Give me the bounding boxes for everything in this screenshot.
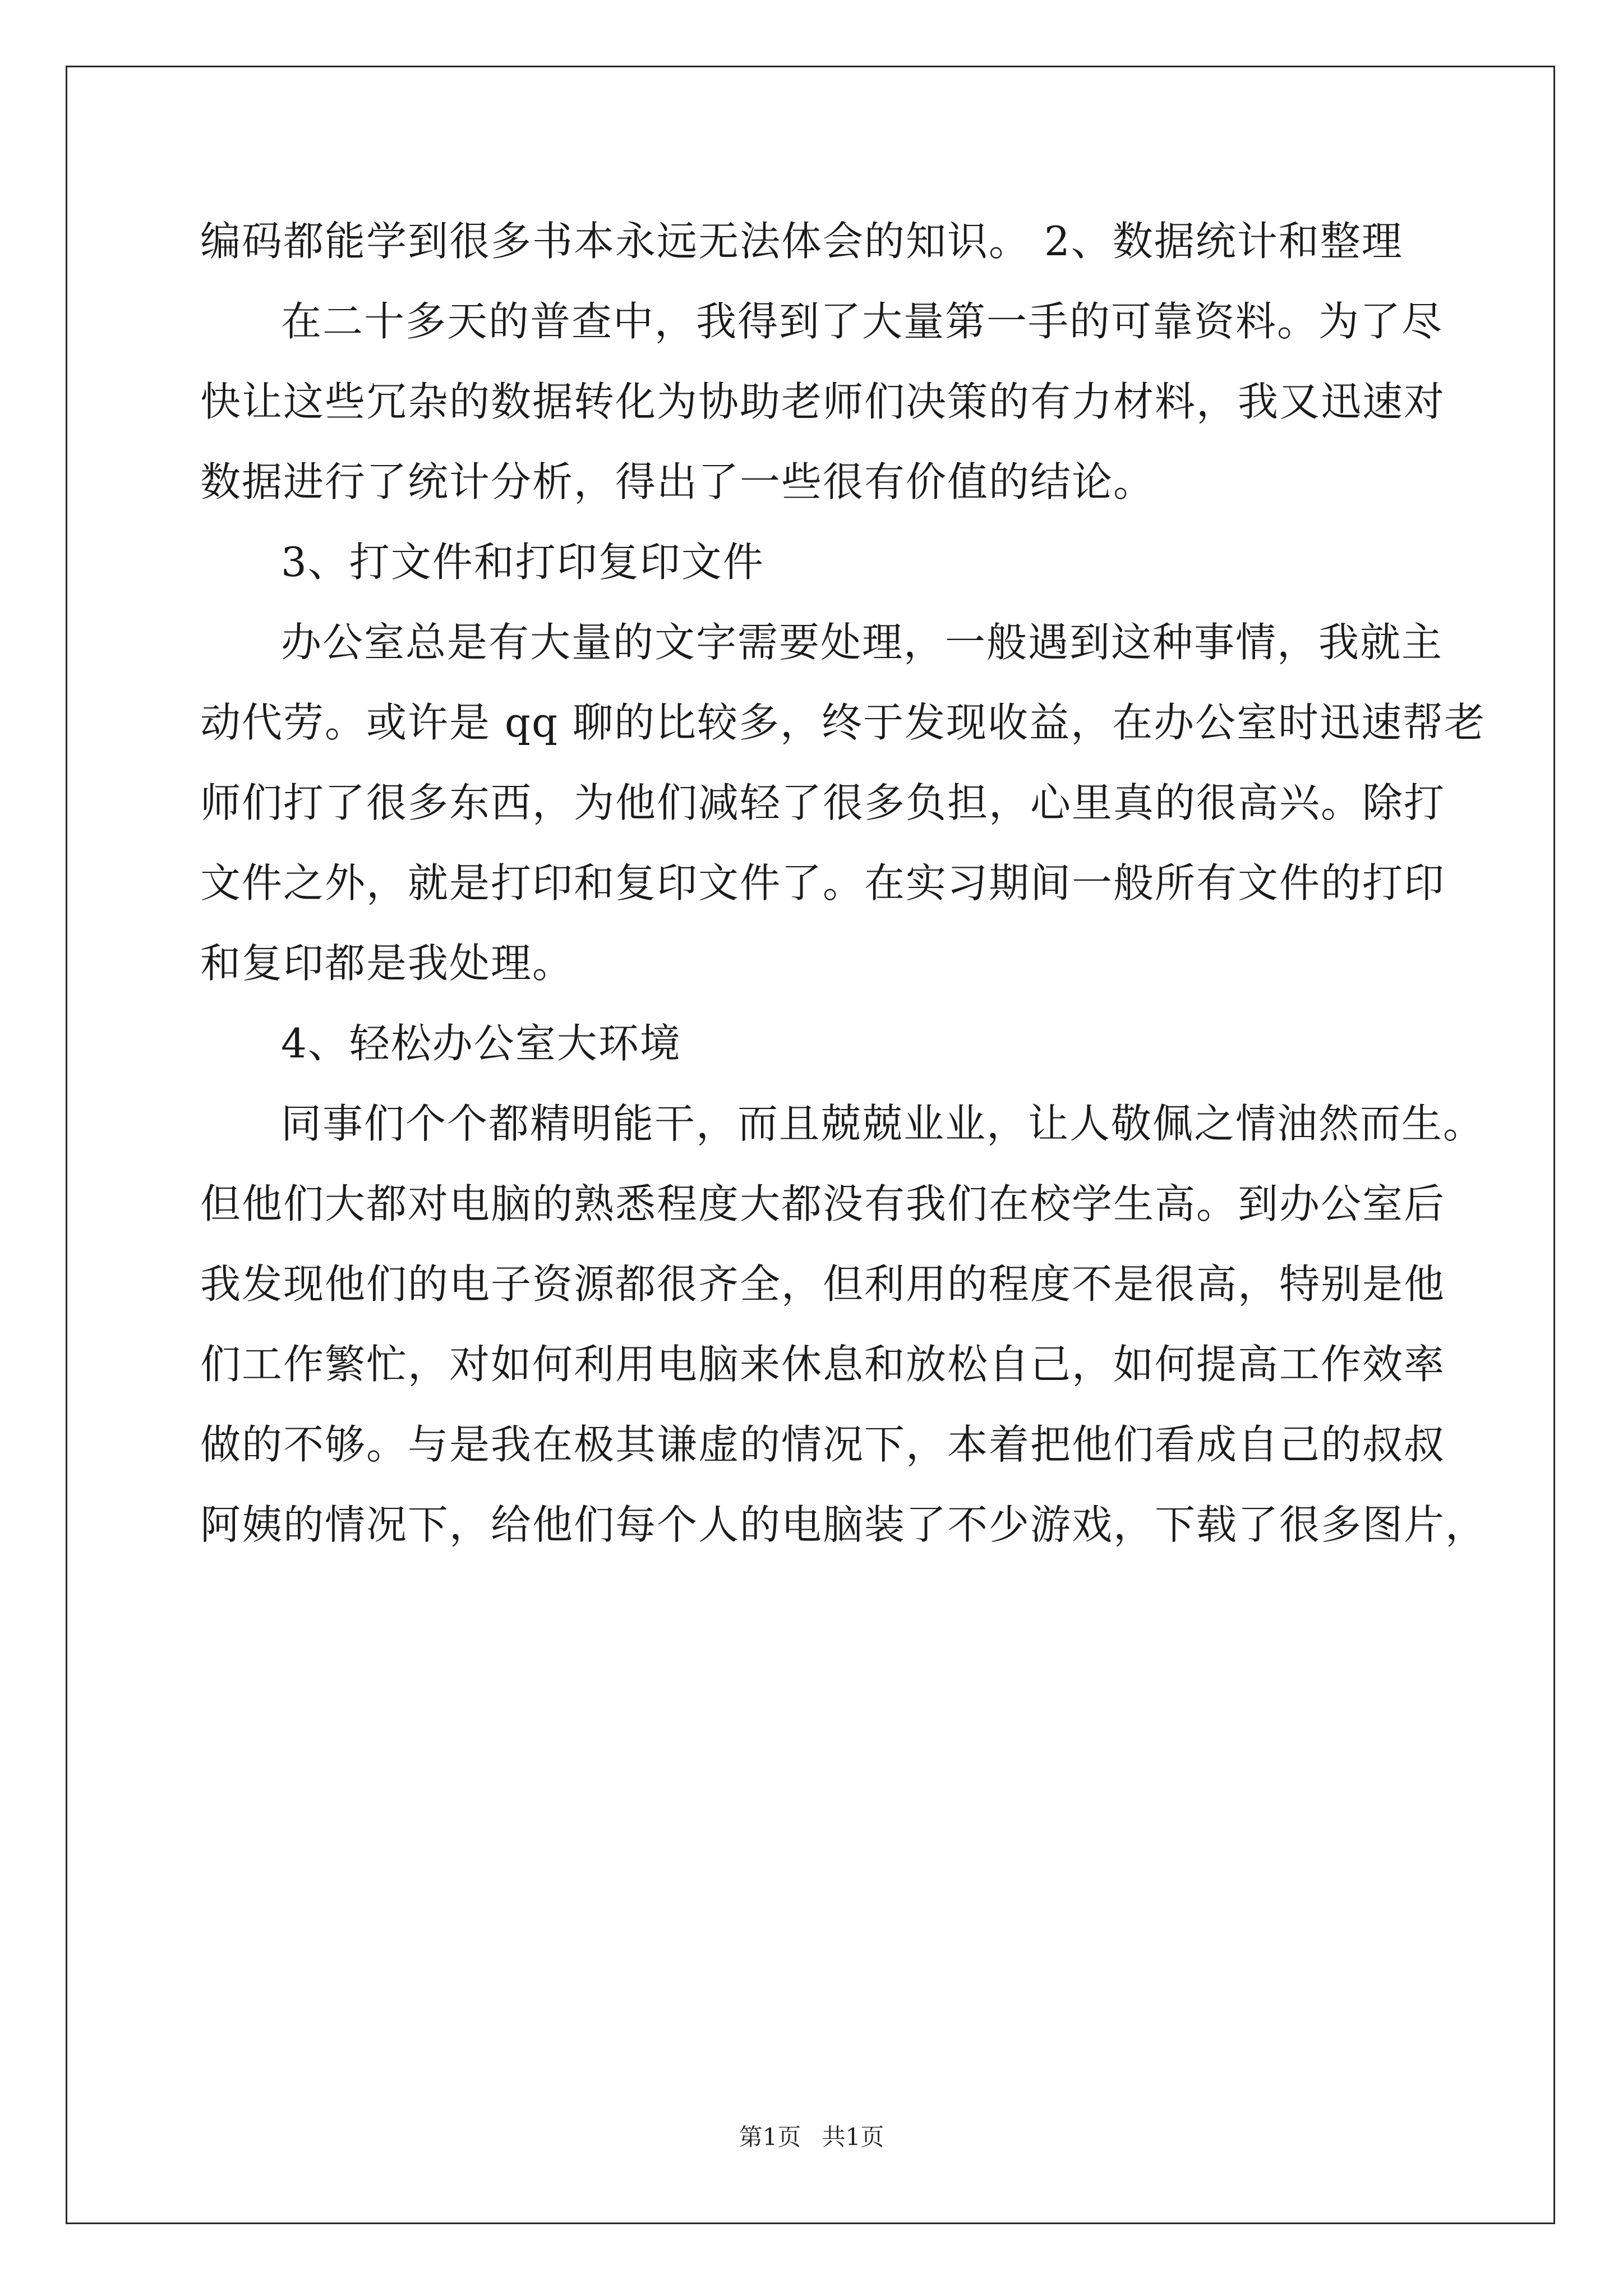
text-line: 办公室总是有大量的文字需要处理，一般遇到这种事情，我就主 [281, 619, 1444, 666]
text-line: 师们打了很多东西，为他们减轻了很多负担，心里真的很高兴。除打 [200, 779, 1446, 826]
text-line: 做的不够。与是我在极其谦虚的情况下，本着把他们看成自己的叔叔 [200, 1421, 1446, 1468]
text-line: 但他们大都对电脑的熟悉程度大都没有我们在校学生高。到办公室后 [200, 1180, 1446, 1227]
section-heading: 3、打文件和打印复印文件 [281, 539, 764, 586]
text-line: 们工作繁忙，对如何利用电脑来休息和放松自己，如何提高工作效率 [200, 1341, 1446, 1388]
section-heading: 4、轻松办公室大环境 [281, 1020, 681, 1067]
page-number: 第1页 [739, 2123, 801, 2151]
text-line: 数据进行了统计分析，得出了一些很有价值的结论。 [200, 458, 1155, 505]
text-line: 动代劳。或许是 qq 聊的比较多，终于发现收益，在办公室时迅速帮老 [200, 699, 1486, 746]
text-line: 快让这些冗杂的数据转化为协助老师们决策的有力材料，我又迅速对 [200, 378, 1446, 425]
text-line: 和复印都是我处理。 [200, 940, 574, 987]
text-line: 同事们个个都精明能干，而且兢兢业业，让人敬佩之情油然而生。 [281, 1100, 1485, 1147]
page-count: 共1页 [822, 2123, 884, 2151]
text-line: 阿姨的情况下，给他们每个人的电脑装了不少游戏，下载了很多图片， [200, 1501, 1487, 1548]
text-line: 文件之外，就是打印和复印文件了。在实习期间一般所有文件的打印 [200, 859, 1446, 907]
text-line: 编码都能学到很多书本永远无法体会的知识。 2、数据统计和整理 [200, 218, 1403, 265]
text-line: 我发现他们的电子资源都很齐全，但利用的程度不是很高，特别是他 [200, 1260, 1446, 1308]
text-line: 在二十多天的普查中，我得到了大量第一手的可靠资料。为了尽 [281, 298, 1444, 345]
page-footer [0, 2120, 1623, 2154]
